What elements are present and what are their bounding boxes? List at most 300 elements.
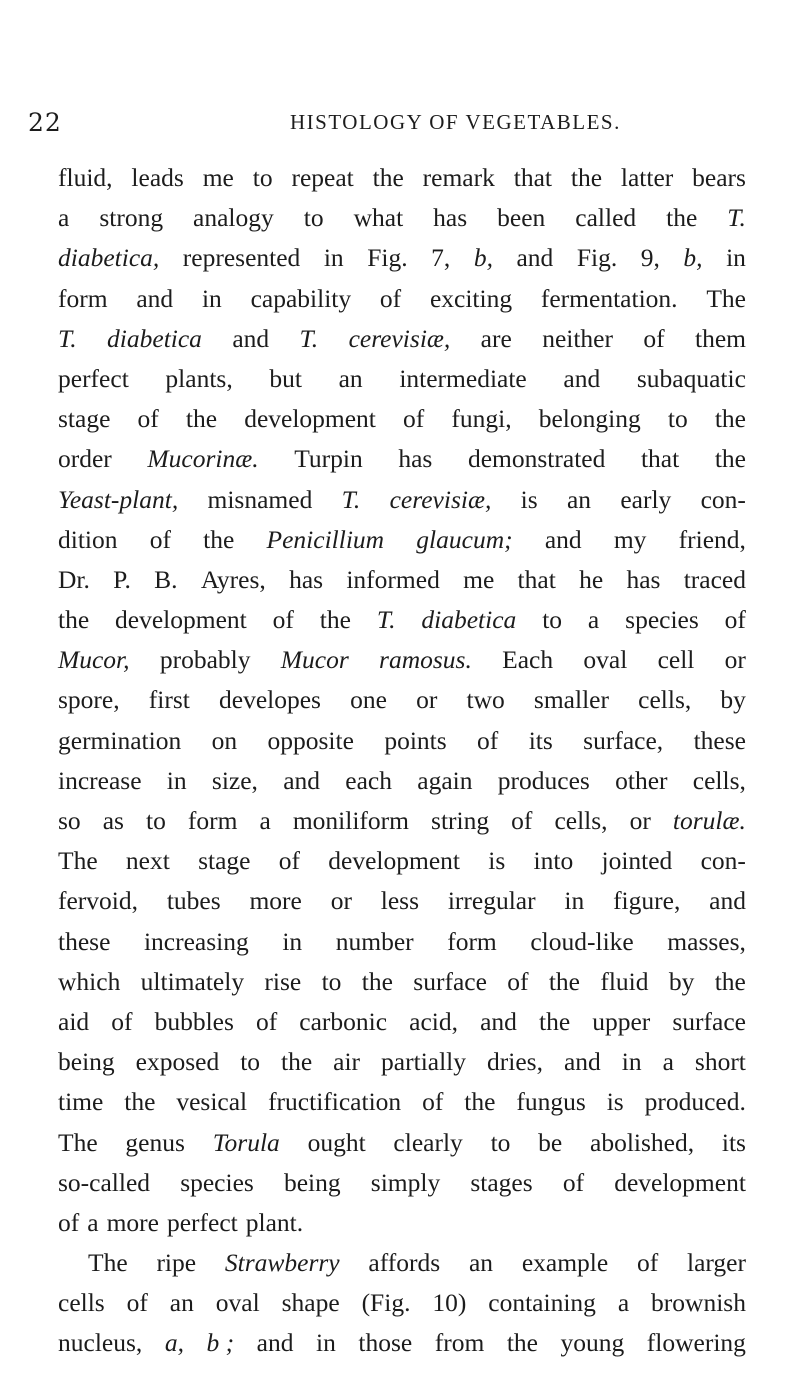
- word: latter: [620, 163, 674, 192]
- text-line: [58, 319, 746, 359]
- word: short: [694, 1047, 746, 1077]
- word: strong: [99, 203, 164, 233]
- word: me: [463, 564, 495, 594]
- word: and: [563, 363, 601, 393]
- word: by: [720, 685, 746, 715]
- word: the: [124, 1087, 156, 1117]
- word: vesical: [176, 1087, 248, 1117]
- word: the: [464, 1087, 496, 1117]
- word: its: [721, 1127, 746, 1157]
- word: tubes: [166, 886, 221, 916]
- word: the: [714, 444, 746, 474]
- word: development: [244, 404, 376, 434]
- italic-word: b,: [683, 243, 703, 273]
- word: shape: [281, 1288, 340, 1318]
- text-line: [58, 600, 746, 640]
- word: capability: [250, 283, 352, 313]
- word: these: [58, 926, 111, 956]
- word: stages: [470, 1167, 533, 1197]
- word: upper: [592, 1006, 651, 1036]
- word: to: [252, 163, 273, 192]
- word: to: [667, 404, 688, 434]
- word: plant.: [245, 1207, 304, 1237]
- running-title: HISTOLOGY OF VEGETABLES.: [290, 110, 621, 134]
- word: Dr.: [58, 564, 90, 594]
- word: rise: [264, 966, 302, 996]
- word: of: [636, 1248, 659, 1278]
- word: of: [562, 1167, 585, 1197]
- text-line: [58, 922, 746, 962]
- italic-word: diabetica,: [58, 243, 160, 273]
- word: in: [315, 1328, 336, 1358]
- page-number: 22: [28, 108, 62, 137]
- italic-word: T.: [341, 484, 361, 514]
- word: to: [240, 1047, 261, 1077]
- word: The: [58, 1127, 98, 1157]
- word: to: [490, 1127, 511, 1157]
- word: being: [58, 1047, 115, 1077]
- word: and: [563, 1047, 601, 1077]
- word: a: [259, 806, 271, 835]
- word: The: [88, 1248, 128, 1278]
- word: surface: [413, 966, 487, 996]
- word: exposed: [135, 1047, 220, 1077]
- italic-word: T.: [58, 323, 77, 353]
- text-line: [58, 640, 746, 680]
- word: of: [149, 524, 171, 554]
- word: less: [380, 886, 419, 916]
- word: first: [148, 685, 190, 715]
- italic-word: Mucorinæ.: [147, 444, 259, 474]
- word: but: [269, 363, 302, 393]
- word: that: [640, 444, 680, 474]
- word: cells,: [692, 765, 746, 795]
- text-line: [58, 962, 746, 1002]
- italic-word: Mucor: [280, 645, 349, 675]
- word: 10): [432, 1288, 467, 1318]
- word: figure,: [613, 886, 681, 916]
- word: and: [709, 886, 746, 916]
- word: or: [629, 806, 651, 835]
- word: has: [289, 564, 324, 594]
- word: in: [282, 926, 303, 956]
- word: cloud-like: [530, 926, 634, 956]
- italic-word: Strawberry: [224, 1248, 340, 1278]
- word: clearly: [393, 1127, 463, 1157]
- word: of: [477, 725, 499, 755]
- word: in: [166, 765, 187, 795]
- word: con-: [700, 484, 746, 514]
- word: germination: [58, 725, 182, 755]
- word: a: [617, 1288, 630, 1318]
- text-line: [58, 1243, 746, 1283]
- word: being: [283, 1167, 341, 1197]
- word: irregular: [447, 886, 536, 916]
- text-line: [58, 1123, 746, 1163]
- word: P.: [113, 564, 131, 594]
- word: of: [126, 1288, 148, 1318]
- word: the: [361, 966, 393, 996]
- word: acid,: [409, 1006, 459, 1036]
- word: species: [180, 1167, 254, 1197]
- text-line: [58, 399, 746, 439]
- italic-word: T.: [727, 203, 746, 233]
- word: the: [372, 163, 404, 192]
- word: has: [433, 203, 468, 233]
- word: the: [319, 605, 351, 635]
- word: dries,: [487, 1047, 543, 1077]
- word: he: [579, 564, 604, 594]
- word: form: [58, 283, 108, 313]
- word: of: [137, 404, 159, 434]
- text-line: [58, 721, 746, 761]
- word: so-called: [58, 1167, 151, 1197]
- word: Ayres,: [200, 564, 266, 594]
- text-line: [58, 198, 746, 238]
- word: what: [353, 203, 404, 233]
- text-line: [58, 680, 746, 720]
- word: affords: [368, 1248, 441, 1278]
- text-line: [58, 158, 746, 198]
- word: a: [662, 1047, 674, 1077]
- word: those: [358, 1328, 413, 1358]
- word: of: [507, 966, 529, 996]
- word: analogy: [193, 203, 274, 233]
- word: time: [58, 1087, 104, 1117]
- word: and: [283, 765, 321, 795]
- word: fungus: [516, 1087, 586, 1117]
- word: development: [614, 1167, 746, 1197]
- word: to: [146, 806, 166, 835]
- word: ultimately: [140, 966, 245, 996]
- italic-word: cerevisiæ,: [348, 323, 451, 353]
- word: opposite: [267, 725, 354, 755]
- word: carbonic: [299, 1006, 388, 1036]
- word: oval: [215, 1288, 260, 1318]
- word: more: [106, 1207, 159, 1237]
- text-line: [58, 1002, 746, 1042]
- word: demonstrated: [467, 444, 606, 474]
- word: species: [625, 605, 699, 635]
- word: to: [321, 966, 342, 996]
- word: neither: [542, 323, 613, 353]
- italic-word: ramosus.: [379, 645, 472, 675]
- word: the: [281, 1047, 313, 1077]
- word: a: [587, 605, 600, 635]
- word: ripe: [156, 1248, 197, 1278]
- word: is: [520, 484, 538, 514]
- word: plants,: [165, 363, 233, 393]
- word: example: [521, 1248, 609, 1278]
- word: form: [187, 806, 238, 835]
- word: informed: [346, 564, 440, 594]
- word: and: [256, 1328, 294, 1358]
- word: has: [398, 444, 433, 474]
- word: early: [620, 484, 672, 514]
- word: con-: [700, 846, 746, 876]
- word: two: [466, 685, 505, 715]
- word: oval: [583, 645, 628, 675]
- word: subaquatic: [636, 363, 746, 393]
- text-line: [58, 801, 746, 841]
- word: fluid: [600, 966, 649, 996]
- word: the: [666, 203, 698, 233]
- word: containing: [488, 1288, 596, 1318]
- word: and: [516, 243, 554, 273]
- word: the: [714, 404, 746, 434]
- word: moniliform: [292, 806, 410, 835]
- word: cells,: [638, 685, 692, 715]
- text-line: [58, 439, 746, 479]
- word: friend,: [678, 524, 746, 554]
- italic-word: diabetica: [421, 605, 517, 635]
- word: of: [643, 323, 665, 353]
- word: the: [714, 966, 746, 996]
- word: nucleus,: [58, 1328, 143, 1358]
- word: into: [533, 846, 574, 876]
- word: jointed: [601, 846, 673, 876]
- word: Each: [502, 645, 554, 675]
- word: form: [447, 926, 497, 956]
- word: in: [323, 243, 344, 273]
- word: number: [335, 926, 414, 956]
- word: the: [570, 163, 603, 192]
- word: cells: [58, 1288, 105, 1318]
- text-line: [58, 1163, 746, 1203]
- word: is: [606, 1087, 624, 1117]
- word: cells,: [554, 806, 608, 835]
- word: fermentation.: [540, 283, 678, 313]
- word: so: [58, 806, 81, 835]
- word: from: [434, 1328, 485, 1358]
- word: and: [480, 1006, 517, 1036]
- word: surface,: [583, 725, 664, 755]
- word: young: [560, 1328, 625, 1358]
- word: of: [255, 1006, 278, 1036]
- word: intermediate: [399, 363, 527, 393]
- italic-word: Penicillium: [266, 524, 385, 554]
- word: aid: [58, 1006, 90, 1036]
- word: of: [272, 605, 294, 635]
- word: cell: [657, 645, 695, 675]
- word: called: [575, 203, 637, 233]
- word: them: [695, 323, 746, 353]
- word: its: [528, 725, 553, 755]
- word: be: [538, 1127, 563, 1157]
- italic-word: a,: [164, 1328, 184, 1358]
- word: of: [511, 806, 533, 835]
- word: been: [497, 203, 546, 233]
- word: has: [626, 564, 661, 594]
- word: leads: [131, 163, 184, 192]
- word: Fig.: [367, 243, 408, 273]
- word: ought: [307, 1127, 366, 1157]
- word: by: [668, 966, 695, 996]
- word: perfect: [58, 363, 129, 393]
- italic-word: glaucum;: [416, 524, 513, 554]
- word: (Fig.: [361, 1288, 411, 1318]
- word: the: [548, 966, 580, 996]
- word: a: [87, 1207, 99, 1237]
- word: points: [384, 725, 447, 755]
- word: development: [328, 846, 460, 876]
- word: again: [417, 765, 473, 795]
- word: bubbles: [154, 1006, 234, 1036]
- word: as: [102, 806, 124, 835]
- word: abolished,: [590, 1127, 695, 1157]
- word: stage: [198, 846, 251, 876]
- text-line: [58, 560, 746, 600]
- word: these: [693, 725, 746, 755]
- word: more: [249, 886, 302, 916]
- word: in: [564, 886, 585, 916]
- italic-word: torulæ.: [672, 806, 746, 835]
- word: repeat: [291, 163, 354, 192]
- word: air: [333, 1047, 361, 1077]
- word: of: [379, 283, 402, 313]
- word: produces: [497, 765, 590, 795]
- word: the: [203, 524, 235, 554]
- word: or: [416, 685, 438, 715]
- italic-word: T.: [299, 323, 319, 353]
- word: surface: [672, 1006, 746, 1036]
- word: a: [58, 203, 70, 233]
- word: exciting: [429, 283, 513, 313]
- word: each: [345, 765, 393, 795]
- word: belonging: [538, 404, 641, 434]
- italic-word: Torula: [212, 1127, 280, 1157]
- word: B.: [154, 564, 178, 594]
- word: produced.: [644, 1087, 746, 1117]
- word: which: [58, 966, 121, 996]
- text-line: [58, 238, 746, 278]
- text-line: [58, 520, 746, 560]
- word: the: [539, 1006, 571, 1036]
- word: dition: [58, 524, 118, 554]
- word: on: [211, 725, 238, 755]
- text-line: [58, 1082, 746, 1122]
- word: genus: [125, 1127, 185, 1157]
- word: one: [350, 685, 387, 715]
- text-line: [58, 359, 746, 399]
- word: the: [58, 605, 90, 635]
- word: fervoid,: [58, 886, 139, 916]
- word: probably: [159, 645, 251, 675]
- word: are: [480, 323, 512, 353]
- word: increasing: [143, 926, 249, 956]
- running-head: [28, 108, 788, 142]
- italic-word: b,: [473, 243, 493, 273]
- italic-word: T.: [376, 605, 396, 635]
- word: partially: [381, 1047, 467, 1077]
- word: in: [726, 243, 746, 273]
- word: in: [201, 283, 222, 313]
- word: 7,: [431, 243, 451, 273]
- word: size,: [211, 765, 258, 795]
- word: an: [468, 1248, 494, 1278]
- text-line: [58, 841, 746, 881]
- word: The: [58, 846, 98, 876]
- word: and: [544, 524, 582, 554]
- word: remark: [422, 163, 495, 192]
- word: traced: [683, 564, 746, 594]
- word: development: [115, 605, 247, 635]
- word: that: [517, 564, 556, 594]
- word: of: [403, 404, 425, 434]
- text-line: [58, 1042, 746, 1082]
- word: stage: [58, 404, 111, 434]
- word: an: [338, 363, 363, 393]
- word: of: [724, 605, 746, 635]
- word: bears: [692, 163, 746, 192]
- word: or: [724, 645, 746, 675]
- word: to: [542, 605, 563, 635]
- word: and: [136, 283, 174, 313]
- italic-word: diabetica: [107, 323, 202, 353]
- word: spore,: [58, 685, 120, 715]
- word: in: [621, 1047, 642, 1077]
- word: next: [125, 846, 170, 876]
- word: increase: [58, 765, 142, 795]
- word: 9,: [640, 243, 660, 273]
- word: of: [58, 1207, 80, 1237]
- word: that: [513, 163, 552, 192]
- word: fluid,: [58, 163, 113, 192]
- word: flowering: [646, 1328, 746, 1358]
- italic-word: cerevisiæ,: [389, 484, 492, 514]
- word: string: [431, 806, 490, 835]
- word: developes: [219, 685, 321, 715]
- text-line: [58, 279, 746, 319]
- word: of: [422, 1087, 444, 1117]
- text-line: [58, 761, 746, 801]
- italic-word: Yeast-plant,: [58, 484, 179, 514]
- word: misnamed: [207, 484, 313, 514]
- word: Fig.: [576, 243, 618, 273]
- word: me: [202, 163, 234, 192]
- word: fungi,: [451, 404, 512, 434]
- word: the: [185, 404, 218, 434]
- word: smaller: [533, 685, 609, 715]
- italic-word: b ;: [206, 1328, 235, 1358]
- word: masses,: [667, 926, 746, 956]
- word: other: [615, 765, 668, 795]
- word: fructification: [268, 1087, 402, 1117]
- word: and: [232, 323, 270, 353]
- text-line: [58, 1283, 746, 1323]
- word: larger: [687, 1248, 746, 1278]
- word: simply: [370, 1167, 441, 1197]
- word: of: [111, 1006, 133, 1036]
- word: is: [488, 846, 506, 876]
- text-line: [58, 881, 746, 921]
- word: an: [169, 1288, 194, 1318]
- word: or: [330, 886, 352, 916]
- text-line: [58, 1203, 746, 1243]
- word: The: [706, 283, 746, 313]
- word: order: [58, 444, 112, 474]
- word: of: [278, 846, 301, 876]
- text-line: [58, 480, 746, 520]
- word: to: [303, 203, 324, 233]
- body-text: [58, 158, 746, 1364]
- word: represented: [182, 243, 301, 273]
- word: brownish: [651, 1288, 746, 1318]
- word: perfect: [166, 1207, 238, 1237]
- text-line: [58, 1323, 746, 1363]
- word: the: [506, 1328, 538, 1358]
- word: Turpin: [294, 444, 363, 474]
